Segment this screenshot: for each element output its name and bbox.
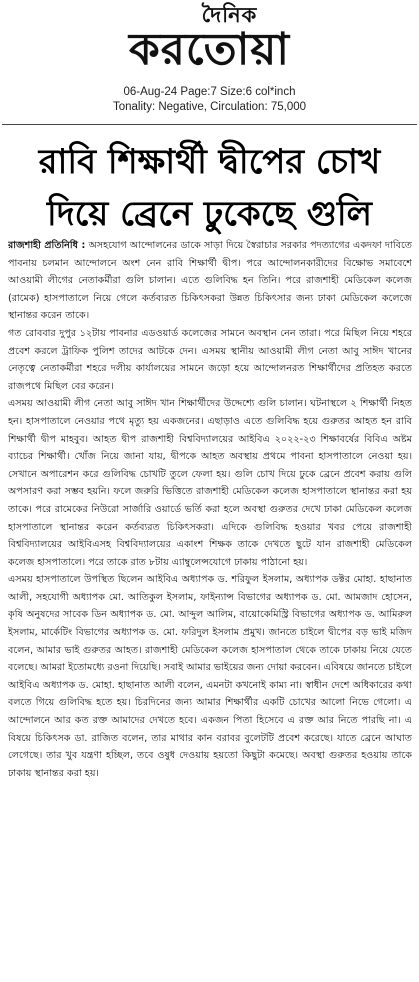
clip-meta-line2: Tonality: Negative, Circulation: 75,000 <box>112 101 307 113</box>
article-body <box>8 237 412 977</box>
headline-line-1: রাবি শিক্ষার্থী দ্বীপের চোখ <box>38 142 381 182</box>
byline: রাজশাহী প্রতিনিধি : <box>8 240 86 251</box>
clip-meta <box>0 85 419 115</box>
headline-line-2: দিয়ে ব্রেনে ঢুকেছে গুলি <box>47 194 372 234</box>
article-paragraph-2: গত রোববার দুপুর ১২টায় পাবনার এডওয়ার্ড কলেজের সামনে অবস্থান নেন তারা। পরে মিছিল নিয়ে শহরে প্রবেশ করলে ট্রাফিক পুলিশ তাদের আটকে দেন। এসময় স্থানীয় আওয়ামী লীগ নেতা আবু সাঈদ খানের নেতৃত্বে নেতাকর্মীরা শহরে দলীয় কার্যালয়ের সামনে জড়ো হয়ে আন্দোলনরত শিক্ষার্থীদের প্রতিহত করতে রাজপথে মিছিল বের করেন। <box>8 327 412 392</box>
divider <box>2 124 417 125</box>
paragraph-text: অসহযোগ আন্দোলনের ডাকে সাড়া দিয়ে স্বৈরাচার সরকার পদত্যাগের একদফা দাবিতে পাবনায় চলমান আন্দোলনে অংশ নেন রাবি শিক্ষার্থী দ্বীপ। পরে আন্দোলনকারীদের বিক্ষোভ সমাবেশে আওয়ামী লীগের নেতাকর্মীরা গুলি চালান। এতে গুলিবিদ্ধ হন তিনি। পরে রাজশাহী মেডিকেল কলেজ (রামেক) হাসপাতালে নিয়ে গেলে কর্তব্যরত চিকিৎসকরা উন্নত চিকিৎসার জন্য ঢাকা মেডিকেল কলেজে স্থানান্তর করেন তাকে। <box>8 240 412 322</box>
article-paragraph-3: এসময় আওয়ামী লীগ নেতা আবু সাঈদ খান শিক্ষার্থীদের উদ্দেশ্যে গুলি চালান। ঘটনাস্থলে ২ শিক্ষার্থী নিহত হন। হাসপাতালে নেওয়ার পথে মৃত্যু হয় একজনের। এছাড়াও এতে গুলিবিদ্ধ হয়ে গুরুতর আহত হন রাবি শিক্ষার্থী দ্বীপ মাহবুব। আহত দ্বীপ রাজশাহী বিশ্ববিদ্যালয়ের আইবিএ ২০২২-২৩ শিক্ষাবর্ষের বিবিএ অষ্টম ব্যাচের শিক্ষার্থী। খোঁজ নিয়ে জানা যায়, দ্বীপকে আহত অবস্থায় প্রথমে পাবনা হাসপাতালে নেওয়া হয়। সেখানে অপারেশন করে গুলিবিদ্ধ চোখটি তুলে ফেলা হয়। গুলি চোখ দিয়ে ঢুকে ব্রেনে প্রবেশ করায় গুলি অপসারণ করা সম্ভব হয়নি। ফলে জরুরি ভিত্তিতে রাজশাহী মেডিকেল কলেজ হাসপাতালে স্থানান্তর করা হয় তাকে। পরে রামেকের নিউরো সার্জারি ওয়ার্ডে ভর্তি করা হলে অবস্থা গুরুতর দেখে ঢাকা মেডিকেল কলেজ হাসপাতালে স্থানান্তর করেন কর্তব্যরত চিকিৎসকরা। এদিকে গুলিবিদ্ধ হওয়ার খবর পেয়ে রাজশাহী বিশ্ববিদ্যালয়ের আইবিএসহ বিশ্ববিদ্যালয়ের একাংশ শিক্ষক তাকে দেখতে ছুটে যান রাজশাহী মেডিকেল কলেজ হাসপাতালে। পরে তাকে রাত ৮টায় এ্যাম্বুলেন্সযোগে ঢাকায় পাঠানো হয়। <box>8 398 412 568</box>
article-paragraph-1 <box>8 237 412 325</box>
article-paragraph-4: এসময় হাসপাতালে উপস্থিত ছিলেন আইবিএ অধ্যাপক ড. শরিফুল ইসলাম, অধ্যাপক ডক্টর মোহা. হাছানাত আলী, সহযোগী অধ্যাপক মো. আতিকুল ইসলাম, ফাইন্যান্স বিভাগের অধ্যাপক ড. মো. আমজাদ হোসেন, কৃষি অনুষদের সাবেক ডিন অধ্যাপক ড. মো. আব্দুল আলিম, বায়োকেমিস্ট্রি বিভাগের অধ্যাপক ড. আমিরুল ইসলাম, মার্কেটিং বিভাগের অধ্যাপক ড. মো. ফরিদুল ইসলাম প্রমুখ। জানতে চাইলে দ্বীপের বড় ভাই মজিদ বলেন, আমার ভাই গুরুতর আহত। রাজশাহী মেডিকেল কলেজ হাসপাতাল থেকে তাকে ঢাকায় নিয়ে যেতে বলেছে। আমরা ইতোমধ্যে রওনা দিয়েছি। সবাই আমার ভাইয়ের জন্য দোয়া করবেন। এবিষয়ে জানতে চাইলে আইবিএ অধ্যাপক ড. মোহা. হাছানাত আলী বলেন, এমনটা কখনোই কাম্য না। স্বাধীন দেশে অধিকারের কথা বলতে গিয়ে গুলিবিদ্ধ হতে হয়। চিরদিনের জন্য আমার শিক্ষার্থীর একটি চোখের আলো নিভে গেলো। এ আন্দোলনে আর কত রক্ত আমাদের দেখতে হবে। একজন পিতা হিসেবে এ রক্ত আর নিতে পারছি না। এ বিষয়ে চিকিৎসক ডা. রাজিত বলেন, তার মাথার কান বরাবর বুলেটটি প্রবেশ করেছে। যাতে ব্রেনে আঘাত লেগেছে। তার খুব যন্ত্রণা হচ্ছিল, তবে ওষুধ দেওয়ায় হয়তো কিছুটা কমেছে। অবস্থা গুরুতর হওয়ায় তাকে ঢাকায় স্থানান্তর করা হয়। <box>8 574 412 779</box>
masthead-karatoa: করতোয়া <box>128 24 291 75</box>
headline <box>6 136 413 240</box>
masthead-dainik: দৈনিক <box>201 2 258 27</box>
newspaper-masthead <box>0 4 419 74</box>
clip-meta-line1: 06-Aug-24 Page:7 Size:6 col*inch <box>123 86 296 98</box>
